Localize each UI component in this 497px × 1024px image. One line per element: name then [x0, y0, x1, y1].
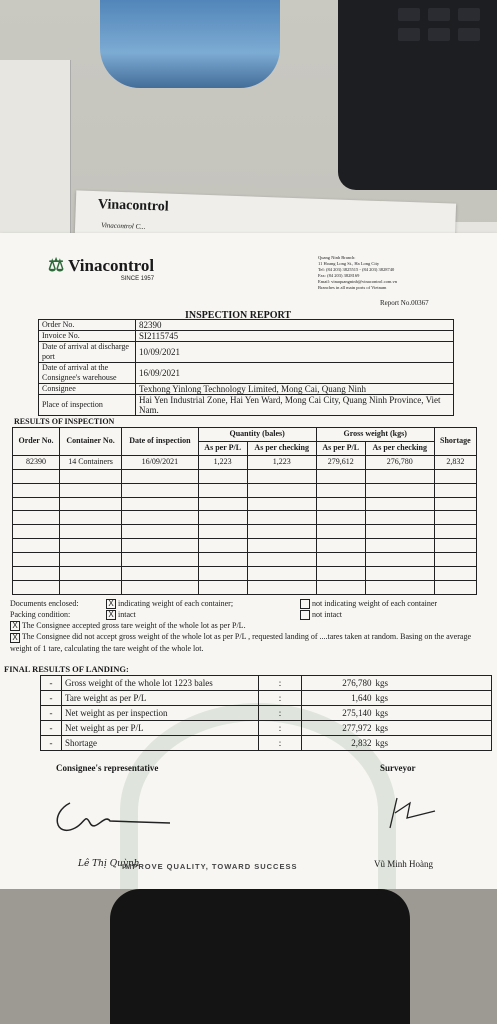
final-cell: -	[41, 736, 62, 751]
final-unit: kgs	[375, 678, 388, 688]
info-label: Date of arrival at the Consignee's warehouse	[39, 363, 136, 384]
final-row	[41, 676, 492, 691]
table-row	[13, 455, 477, 469]
branch-line: Tel: (84 203) 3825515 - (84 203) 3828740	[318, 267, 395, 272]
final-value: 277,972	[342, 723, 372, 733]
branch-line: Branches in all main ports of Vietnam	[318, 285, 387, 290]
intact-label: intact	[118, 610, 136, 620]
not-intact-label: not intact	[312, 610, 342, 620]
final-value-cell	[302, 691, 492, 706]
final-value-cell	[302, 736, 492, 751]
col-gross-checking: As per checking	[365, 441, 434, 455]
final-unit: kgs	[375, 693, 388, 703]
info-label: Order No.	[39, 320, 136, 331]
info-value: SI2115745	[136, 331, 454, 342]
surveyor-signature	[385, 793, 445, 833]
branch-info	[318, 255, 448, 291]
info-row	[39, 331, 454, 342]
final-cell: -	[41, 676, 62, 691]
info-value: 16/09/2021	[136, 363, 454, 384]
docs-yes-label: indicating weight of each container;	[118, 599, 234, 608]
blue-container	[100, 0, 280, 88]
branch-line: Quang Ninh Branch:	[318, 255, 356, 260]
conditions-block	[10, 598, 490, 654]
not-accept-statement: The Consignee did not accept gross weight of the whole lot as per P/L , requested landing of ....tares taken at random. Basing on the average weight of 1 tare, calculating the tare weight of the whole lot.	[10, 632, 471, 653]
docs-checkbox-empty	[300, 599, 310, 609]
info-label: Consignee	[39, 384, 136, 395]
accept-checkbox: X	[10, 621, 20, 631]
consignee-rep-title: Consignee's representative	[56, 763, 159, 773]
final-cell: Tare weight as per P/L	[62, 691, 259, 706]
cell-container: 14 Containers	[60, 455, 122, 469]
accept-statement: The Consignee accepted gross tare weight of the whole lot as per P/L.	[21, 621, 246, 631]
empty-row	[13, 525, 477, 539]
info-row	[39, 342, 454, 363]
info-row	[39, 384, 454, 395]
final-cell: :	[259, 736, 302, 751]
final-cell: -	[41, 721, 62, 736]
not-accept-checkbox: X	[10, 633, 20, 643]
info-row	[39, 363, 454, 384]
col-shortage: Shortage	[434, 428, 476, 456]
final-value: 2,832	[351, 738, 372, 748]
consignee-name: Lê Thị Quỳnh	[78, 859, 140, 869]
empty-row	[13, 567, 477, 581]
cell-qty-check: 1,223	[247, 455, 316, 469]
empty-row	[13, 511, 477, 525]
final-row	[41, 736, 492, 751]
person-leg	[110, 889, 410, 1024]
final-cell: Shortage	[62, 736, 259, 751]
final-value: 276,780	[342, 678, 372, 688]
empty-row	[13, 581, 477, 595]
final-unit: kgs	[375, 738, 388, 748]
consignee-signature	[50, 793, 180, 843]
info-row	[39, 395, 454, 416]
branch-line: 11 Hoang Long St., Ha Long City	[318, 261, 380, 266]
results-heading: RESULTS OF INSPECTION	[14, 417, 115, 426]
final-heading: FINAL RESULTS OF LANDING:	[4, 664, 129, 674]
back-brand: Vinacontrol	[97, 197, 169, 215]
cell-date: 16/09/2021	[122, 455, 199, 469]
brand-logo	[48, 255, 154, 282]
final-cell: :	[259, 721, 302, 736]
final-unit: kgs	[375, 723, 388, 733]
final-unit: kgs	[375, 708, 388, 718]
not-intact-checkbox	[300, 610, 310, 620]
packing-label: Packing condition:	[10, 610, 71, 620]
info-value: Texhong Yinlong Technology Limited, Mong Cai, Quang Ninh	[136, 384, 454, 395]
back-sub: Vinacontrol C...	[100, 221, 146, 231]
final-row	[41, 721, 492, 736]
empty-row	[13, 497, 477, 511]
cell-gross-pl: 279,612	[316, 455, 365, 469]
empty-row	[13, 553, 477, 567]
col-date: Date of inspection	[122, 428, 199, 456]
final-cell: :	[259, 706, 302, 721]
intact-checkbox-checked: X	[106, 610, 116, 620]
laptop	[338, 0, 497, 190]
info-label: Date of arrival at discharge port	[39, 342, 136, 363]
branch-line: Fax: (84 203) 3828169	[318, 273, 360, 278]
final-cell: :	[259, 691, 302, 706]
col-qty-checking: As per checking	[247, 441, 316, 455]
report-number: Report No.00367	[380, 299, 429, 307]
brand-name: Vinacontrol	[68, 256, 155, 275]
empty-row	[13, 469, 477, 483]
final-cell: Gross weight of the whole lot 1223 bales	[62, 676, 259, 691]
empty-row	[13, 539, 477, 553]
final-value-cell	[302, 721, 492, 736]
surveyor-title: Surveyor	[380, 763, 416, 773]
info-row	[39, 320, 454, 331]
cell-qty-pl: 1,223	[198, 455, 247, 469]
final-results-table	[40, 675, 492, 751]
brand-tagline: SINCE 1957	[120, 276, 155, 282]
final-value-cell	[302, 676, 492, 691]
final-value: 1,640	[351, 693, 372, 703]
report-title: INSPECTION REPORT	[185, 310, 292, 321]
info-value: Hai Yen Industrial Zone, Hai Yen Ward, Mong Cai City, Quang Ninh Province, Viet Nam.	[136, 395, 454, 416]
col-qty-pl: As per P/L	[198, 441, 247, 455]
col-order-no: Order No.	[13, 428, 60, 456]
results-table	[12, 427, 477, 595]
final-row	[41, 706, 492, 721]
surveyor-name: Vũ Minh Hoàng	[374, 859, 433, 869]
slogan: IMPROVE QUALITY, TOWARD SUCCESS	[122, 862, 298, 871]
info-label: Invoice No.	[39, 331, 136, 342]
col-gross-pl: As per P/L	[316, 441, 365, 455]
scale-icon: ⚖	[48, 255, 65, 275]
col-quantity: Quantity (bales)	[198, 428, 316, 442]
col-container-no: Container No.	[60, 428, 122, 456]
empty-row	[13, 483, 477, 497]
final-cell: -	[41, 706, 62, 721]
docs-label: Documents enclosed:	[10, 599, 79, 608]
info-value: 10/09/2021	[136, 342, 454, 363]
final-cell: -	[41, 691, 62, 706]
final-row	[41, 691, 492, 706]
info-label: Place of inspection	[39, 395, 136, 416]
final-cell: Net weight as per inspection	[62, 706, 259, 721]
col-gross: Gross weight (kgs)	[316, 428, 434, 442]
final-value-cell	[302, 706, 492, 721]
info-value: 82390	[136, 320, 454, 331]
final-cell: Net weight as per P/L	[62, 721, 259, 736]
cell-gross-check: 276,780	[365, 455, 434, 469]
cell-order: 82390	[13, 455, 60, 469]
docs-no-label: not indicating weight of each container	[312, 599, 438, 608]
cell-shortage: 2,832	[434, 455, 476, 469]
branch-line: Email: vinaquangninh@vinacontrol.com.vn	[318, 279, 398, 284]
order-info-table	[38, 319, 454, 416]
inspection-report-paper	[0, 233, 497, 889]
final-cell: :	[259, 676, 302, 691]
docs-checkbox-checked: X	[106, 599, 116, 609]
final-value: 275,140	[342, 708, 372, 718]
